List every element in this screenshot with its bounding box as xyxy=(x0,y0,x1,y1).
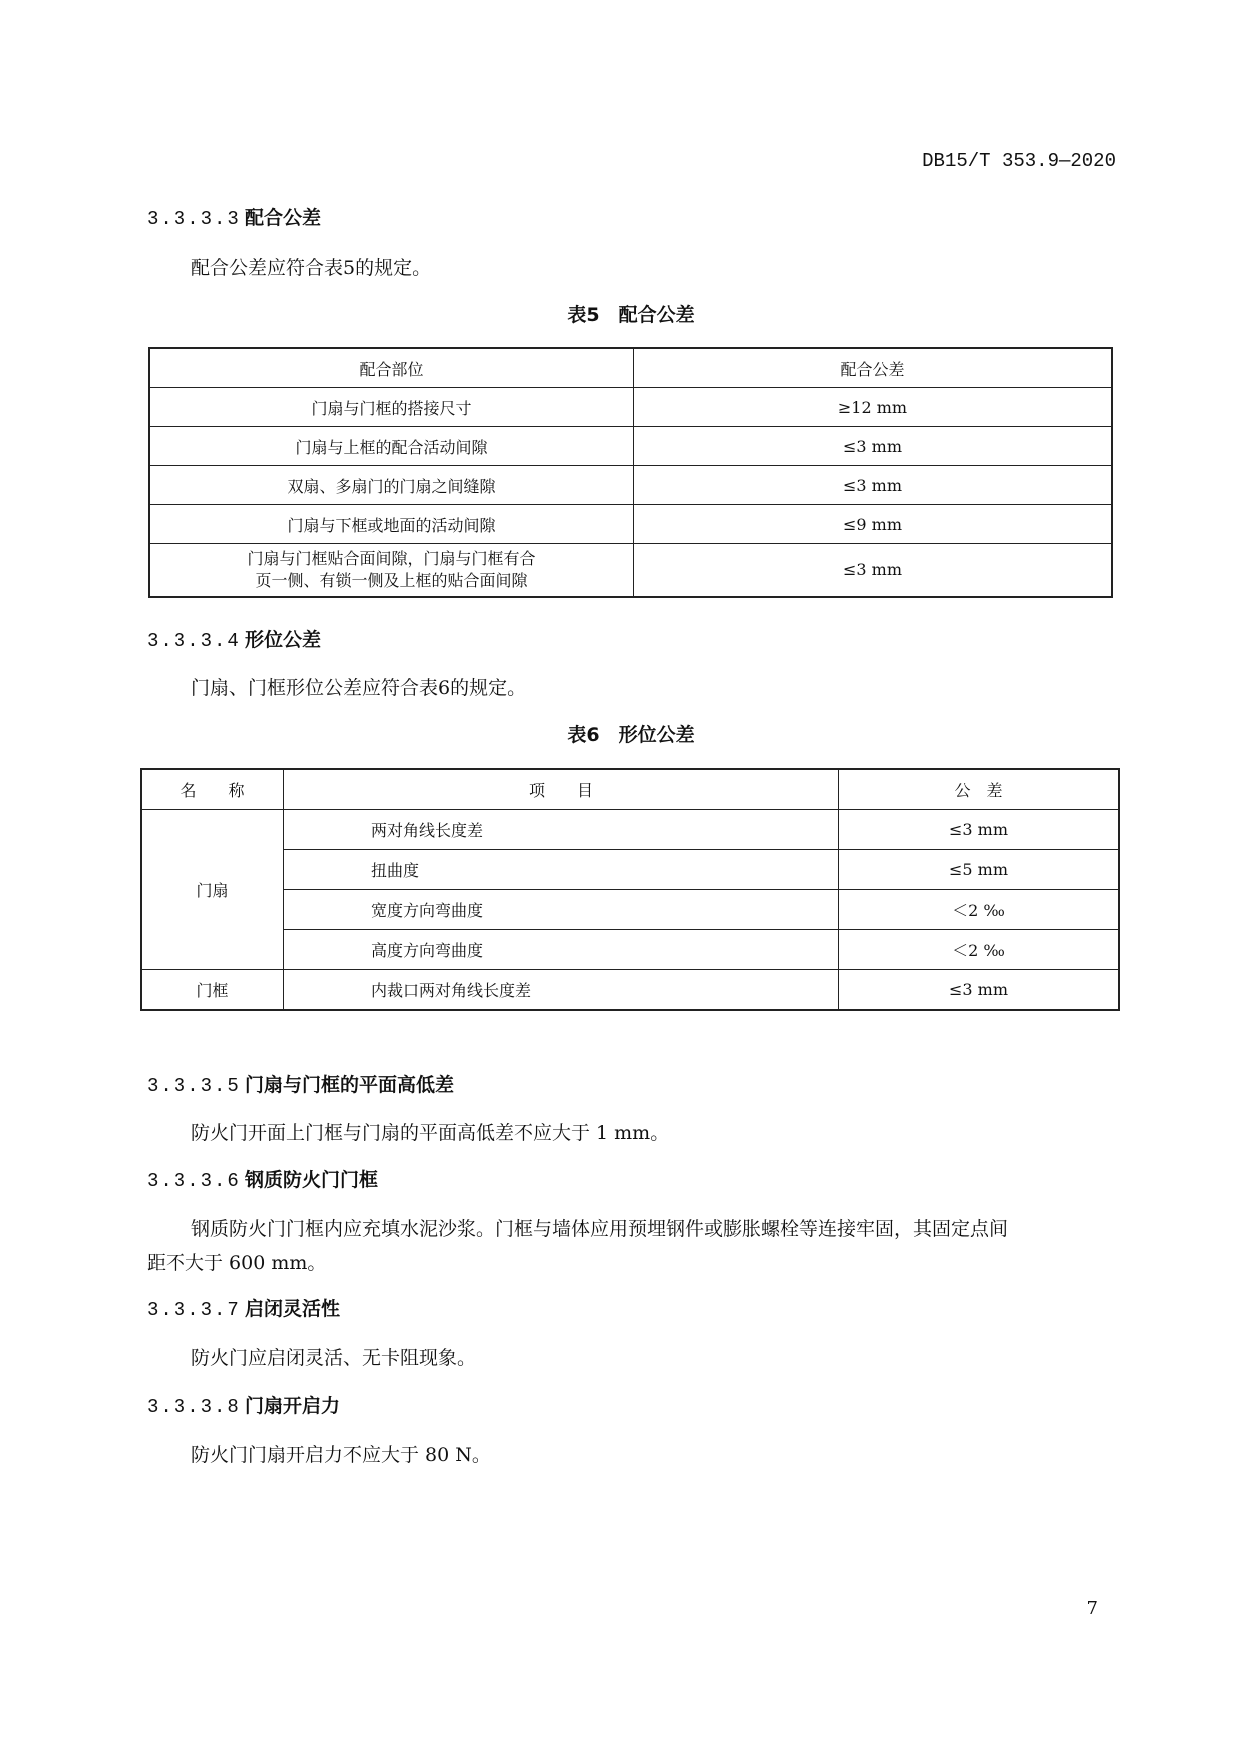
table6 xyxy=(140,768,1120,1011)
table-row xyxy=(149,544,1112,598)
table-cell: ≤3 mm xyxy=(634,466,1113,505)
table-row xyxy=(141,970,1119,1011)
section-text: 配合公差应符合表5的规定。 xyxy=(191,257,432,279)
table-cell: 高度方向弯曲度 xyxy=(284,930,839,970)
section-heading-3335 xyxy=(147,1070,454,1097)
table-cell: 扭曲度 xyxy=(284,850,839,890)
table-cell: ≤3 mm xyxy=(634,427,1113,466)
table-row xyxy=(141,810,1119,850)
section-number: 3.3.3.8 xyxy=(147,1396,241,1418)
section-title: 门扇开启力 xyxy=(245,1395,341,1417)
table-cell: ≤3 mm xyxy=(839,810,1120,850)
table-row xyxy=(141,850,1119,890)
section-title: 门扇与门框的平面高低差 xyxy=(245,1074,455,1096)
table-header-row xyxy=(141,769,1119,810)
section-heading-3337 xyxy=(147,1294,340,1321)
table-header-cell: 名 称 xyxy=(141,769,284,810)
table-cell: ＜2 ‰ xyxy=(839,930,1120,970)
table-cell: 双扇、多扇门的门扇之间缝隙 xyxy=(149,466,634,505)
section-title: 形位公差 xyxy=(245,629,322,651)
section-number: 3.3.3.6 xyxy=(147,1170,241,1192)
table-header-cell: 配合公差 xyxy=(634,348,1113,388)
page-number: 7 xyxy=(1086,1598,1098,1619)
document-code: DB15/T 353.9—2020 xyxy=(922,150,1116,172)
table-cell: ＜2 ‰ xyxy=(839,890,1120,930)
section-text: 防火门开面上门框与门扇的平面高低差不应大于 1 mm。 xyxy=(191,1122,670,1144)
table-cell-group: 门框 xyxy=(141,970,284,1011)
section-text: 防火门应启闭灵活、无卡阻现象。 xyxy=(191,1347,477,1369)
table-header-cell: 公 差 xyxy=(839,769,1120,810)
table-cell: ≤9 mm xyxy=(634,505,1113,544)
section-text: 距不大于 600 mm。 xyxy=(147,1252,327,1274)
section-title: 钢质防火门门框 xyxy=(245,1169,379,1191)
table-cell-group: 门扇 xyxy=(141,810,284,970)
table-row xyxy=(149,427,1112,466)
table-cell: ≤3 mm xyxy=(634,544,1113,598)
table-header-cell: 配合部位 xyxy=(149,348,634,388)
table-cell: ≥12 mm xyxy=(634,388,1113,427)
table-cell: 宽度方向弯曲度 xyxy=(284,890,839,930)
section-number: 3.3.3.4 xyxy=(147,630,241,652)
table-header-cell: 项 目 xyxy=(284,769,839,810)
section-number: 3.3.3.5 xyxy=(147,1075,241,1097)
table-row xyxy=(149,466,1112,505)
section-title: 配合公差 xyxy=(245,207,322,229)
table5 xyxy=(148,347,1113,598)
table-cell: ≤5 mm xyxy=(839,850,1120,890)
section-heading-3333 xyxy=(147,203,321,230)
cell-line: 门扇与门框贴合面间隙，门扇与门框有合 xyxy=(247,549,536,568)
table-cell: 两对角线长度差 xyxy=(284,810,839,850)
table-cell: ≤3 mm xyxy=(839,970,1120,1011)
table-row xyxy=(149,388,1112,427)
section-number: 3.3.3.7 xyxy=(147,1299,241,1321)
section-number: 3.3.3.3 xyxy=(147,208,241,230)
table-cell: 门扇与上框的配合活动间隙 xyxy=(149,427,634,466)
section-text: 门扇、门框形位公差应符合表6的规定。 xyxy=(191,677,527,699)
table-cell: 门扇与下框或地面的活动间隙 xyxy=(149,505,634,544)
section-heading-3336 xyxy=(147,1165,378,1192)
table-cell xyxy=(149,544,634,598)
table5-caption: 表5 配合公差 xyxy=(567,304,695,326)
section-heading-3338 xyxy=(147,1391,340,1418)
section-heading-3334 xyxy=(147,625,321,652)
cell-line: 页一侧、有锁一侧及上框的贴合面间隙 xyxy=(255,571,528,590)
table-cell: 门扇与门框的搭接尺寸 xyxy=(149,388,634,427)
table6-caption: 表6 形位公差 xyxy=(567,724,695,746)
section-text: 防火门门扇开启力不应大于 80 N。 xyxy=(191,1444,491,1466)
table-header-row xyxy=(149,348,1112,388)
section-title: 启闭灵活性 xyxy=(245,1298,341,1320)
table-cell: 内裁口两对角线长度差 xyxy=(284,970,839,1011)
table-row xyxy=(149,505,1112,544)
table-row xyxy=(141,890,1119,930)
section-text: 钢质防火门门框内应充填水泥沙浆。门框与墙体应用预埋钢件或膨胀螺栓等连接牢固，其固定点间 xyxy=(191,1218,1009,1240)
table-row xyxy=(141,930,1119,970)
